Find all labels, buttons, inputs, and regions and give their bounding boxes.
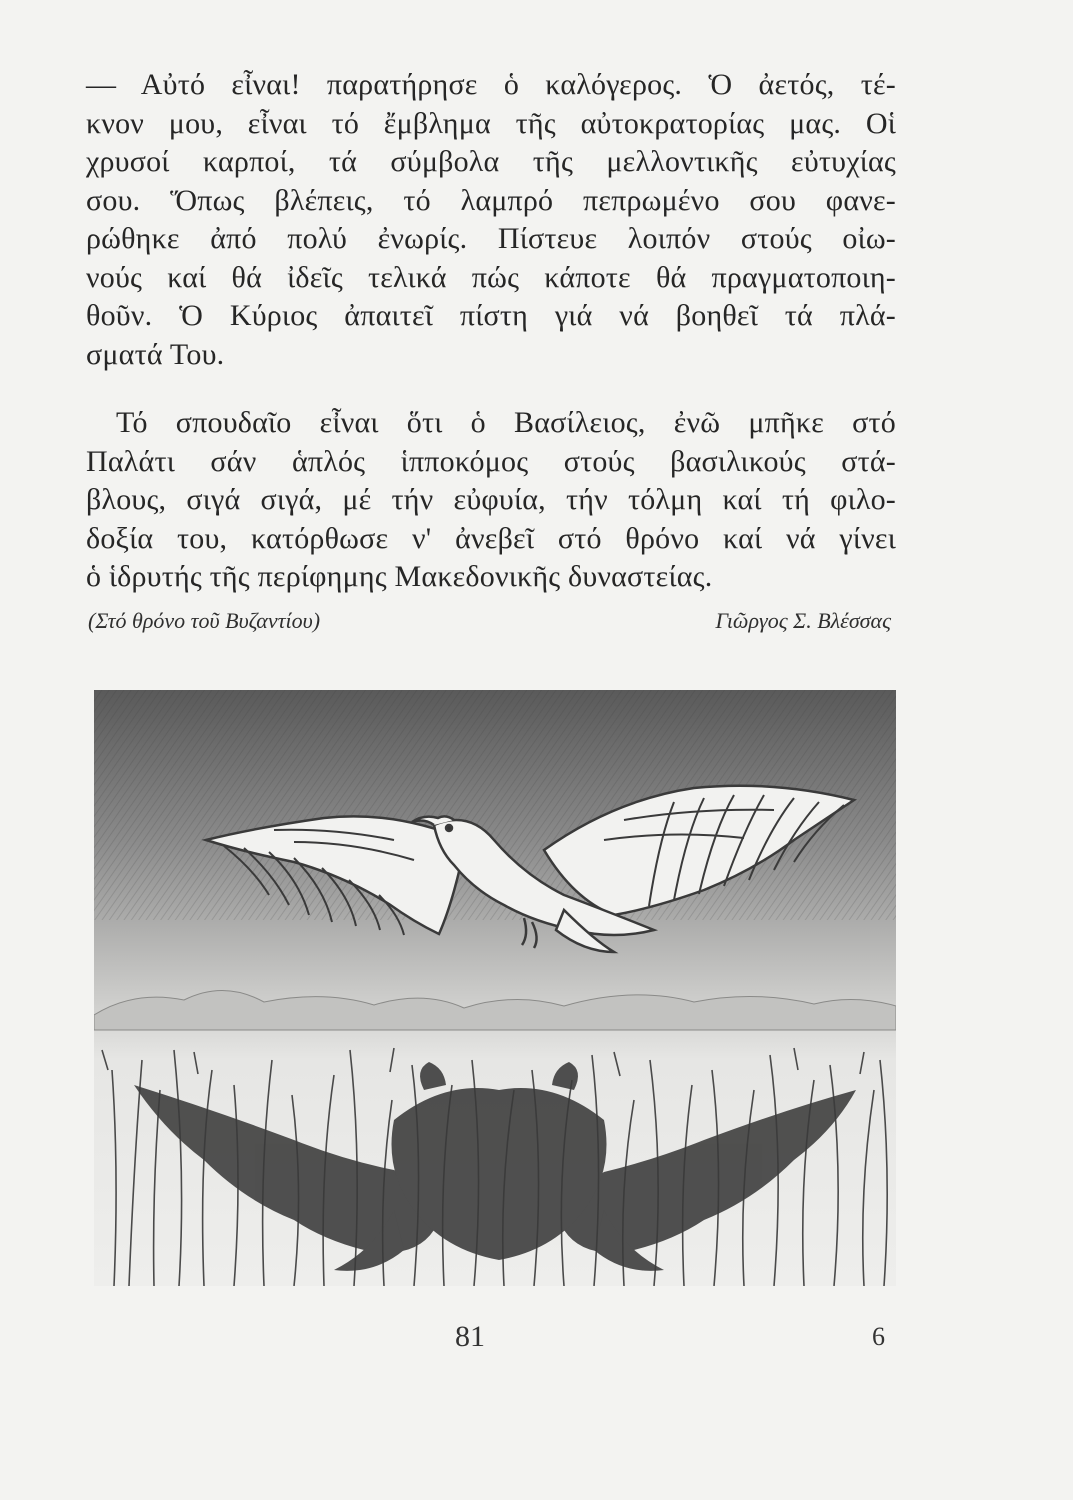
text-line: χρυσοί καρποί, τά σύμβολα τῆς μελλοντικῆς εὐτυχίας bbox=[86, 145, 896, 178]
text-line: Τό σπουδαῖο εἶναι ὅτι ὁ Βασίλειος, ἐνῶ μπῆκε στό bbox=[116, 406, 896, 439]
page-number: 81 bbox=[455, 1320, 485, 1353]
text-line: — Αὐτό εἶναι! παρατήρησε ὁ καλόγερος. Ὁ ἀετός, τέ- bbox=[86, 68, 896, 101]
text-line: κνον μου, εἶναι τό ἔμβλημα τῆς αὐτοκρατορίας μας. Οἱ bbox=[86, 106, 896, 140]
text-line: βλους, σιγά σιγά, μέ τήν εὐφυία, τήν τόλμη καί τή φιλο- bbox=[86, 483, 896, 516]
paragraph-2 bbox=[86, 404, 896, 597]
text-line: ὁ ἱδρυτής τῆς περίφημης Μακεδονικῆς δυναστείας. bbox=[86, 560, 713, 593]
source-citation: (Στό θρόνο τοῦ Βυζαντίου) bbox=[88, 608, 321, 633]
author-name: Γιῶργος Σ. Βλέσσας bbox=[715, 608, 891, 633]
text-line: Παλάτι σάν ἁπλός ἱπποκόμος στούς βασιλικούς στά- bbox=[86, 444, 896, 478]
text-line: θοῦν. Ὁ Κύριος ἀπαιτεῖ πίστη γιά νά βοηθεῖ τά πλά- bbox=[86, 299, 896, 332]
main-text bbox=[86, 66, 896, 597]
text-line: νούς καί θά ἰδεῖς τελικά πώς κάποτε θά πραγματοποιη- bbox=[86, 260, 896, 294]
signature-mark: 6 bbox=[872, 1322, 885, 1351]
text-line: δοξία του, κατόρθωσε ν' ἀνεβεῖ στό θρόνο καί νά γίνει bbox=[86, 521, 896, 555]
text-line: ρώθηκε ἀπό πολύ ἐνωρίς. Πίστευε λοιπόν στούς οἰω- bbox=[86, 222, 896, 255]
paragraph-1 bbox=[86, 66, 896, 374]
eagle-over-marsh-illustration bbox=[94, 690, 896, 1286]
text-line: σου. Ὅπως βλέπεις, τό λαμπρό πεπρωμένο σου φανε- bbox=[86, 183, 896, 217]
text-line: σματά Του. bbox=[86, 337, 225, 371]
